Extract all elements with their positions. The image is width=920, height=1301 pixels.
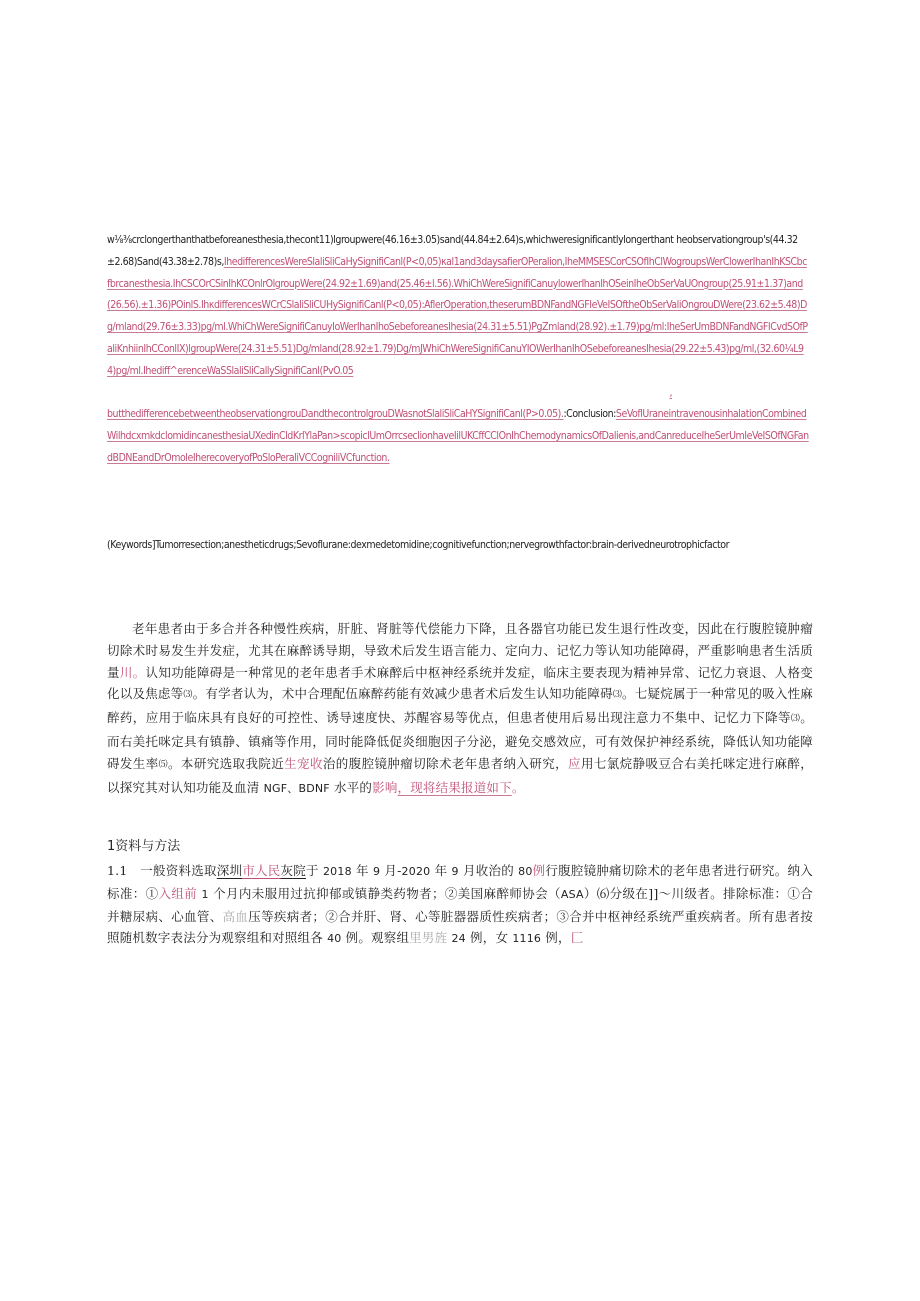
methods-text: ）⑹分级在]]〜川级者。排除标准：①合并糖尿病、心血管、 — [107, 885, 813, 924]
section-heading-methods: 1资料与方法 — [107, 839, 181, 854]
methods-text: 年 — [351, 863, 373, 878]
methods-text: 月- — [380, 863, 402, 878]
intro-text: 老年患者由于多合并各种慢性疾病，肝脏、肾脏等代偿能力下降，且各器官功能已发生退行性改变，因此在行腹腔镜肿瘤切除术时易发生并发症，尤其在麻醉诱导期，导致术后发生语言能力、定向力、记忆力等认知功能障碍，严重影响患者生活质量 — [107, 621, 813, 680]
intro-text: 治的腹腔镜肿瘤切除术老年患者纳入研究， — [322, 755, 569, 771]
methods-pink-mark: 入组前 — [158, 885, 198, 901]
methods-text: 例， — [541, 930, 571, 946]
intro-underlined-phrase: ，现将结果报道如下 — [397, 779, 512, 795]
citation-ref: ⑸ — [158, 759, 169, 770]
intro-paragraph — [107, 618, 813, 799]
methods-text: 1.1 一般资料选取 — [107, 863, 217, 878]
methods-text: 例。观察组 — [341, 930, 410, 946]
intro-text: 水平的 — [329, 779, 373, 795]
methods-pink-mark: 例 — [532, 863, 546, 878]
intro-text: 。七疑烷属于一种常见的吸入性麻醉药，应用于临床具有良好的可控性、诱导速度快、苏醒容易等优点，但患者使用后易出现注意力不集中、记忆力下降等 — [107, 686, 813, 726]
methods-number: 1116 — [512, 932, 542, 946]
intro-pink-mark: 生宠收 — [284, 755, 323, 771]
methods-text: 例，女 — [465, 930, 513, 946]
methods-pink-mark: 匚 — [570, 930, 584, 946]
abstract-results-underlined-c: butthedifferencebetweentheobservationgrouDandthecontrolgrouDWasnotSlaliSliCaHYSignifiCanl(P>0.05). — [107, 408, 564, 421]
methods-underlined: 灰院 — [280, 863, 306, 878]
abstract-results-underlined-b: fferencesWCrCSlaliSliCUHySignifiCanl(P<0,05):AflerOperation,theserumBDNFandNGFIeVeISOftheObSerValiOngrouDWere(23.62±5.48)Dg/mland(29.76±3.33)pg/ml.WhiChWereSignifiCanuyIoWerIhanIhoSebeforeanesIhesia(24.31±5.51)PgZmland(28.92).±1.79)pg/ml:IheSerUmBDNFandNGFICvdSOfPaliKnhiinIhCConlIX)lgroupWere(24.31±5.51)Dg/mland(28.92±1.79)Dg/mJWhiChWereSignifiCanuYIOWerIhanIhOSebeforeanesIhesia(29.22±5.43)pg/ml,(32.60¼L94)pg/ml.Ihediff^erenceWaSSlaliSliCallySignifiCanl(PvO.05 — [107, 299, 808, 377]
methods-number: 40 — [327, 932, 342, 946]
methods-number: 2018 — [322, 865, 352, 878]
methods-general-data-paragraph — [107, 860, 813, 950]
intro-pink-mark: 。 — [511, 779, 525, 795]
abstract-conclusion-label: :Conclusion: — [563, 408, 616, 421]
intro-text: 认知功能障碍是一种常见的老年患者手术麻醉后中枢神经系统并发症，临床主要表现为精神异常、记忆力衰退、人格变化以及焦虑等 — [107, 664, 814, 702]
abstract-conclusion-text: SeVoflUraneintravenousinhalationCombinedWilhdcxmkdclomidincanesthesiaUXedinCldKrlYlaPan>scopiclUmOrrcseclionhaveIilUKCffCClOnIhChemodynamicsOfDalienis,andCanreduceIheSerUmIeVeISOfNGFandBDNEandDrOmoleIherecoveryofPoSloPeraliVCCogniliVCfunction. — [107, 408, 809, 464]
abstract-results-underlined-a: IhedifferencesWereSlaliSliCaHySignifiCanl(P<0,05)κal1and3daysafierOPeralion,IheMMSESCorCSOfIhClWogroupsWerClowerIhanIhKSCbcfbrcanesthesia.IhCSCOrCSinIhKCOnlrOlgroupWere(24.92±1.69)and(25.46±l.56).WhiChWereSignifiCanuylowerIhanIhOSeinIheObSerVaUOngroup(25.91±1.37)and(26.56).±1.36)POinlS.Ihκdi — [107, 255, 807, 312]
methods-asa: ASA — [560, 887, 584, 901]
methods-underlined-pink: 市人民 — [242, 863, 281, 878]
intro-text: 。而右美托咪定具有镇静、镇痛等作用，同时能降低促炎细胞因子分泌，避免交感效应，可有效保护神经系统，降低认知功能障碍发生率 — [107, 710, 813, 771]
methods-text: 个月内未服用过抗抑郁或镇静类药物者；②美国麻醉师协会（ — [208, 885, 561, 901]
methods-number: 24 — [451, 932, 466, 946]
keywords: (Keywords]Tumorresection;anestheticdrugs;Sevoflurane:dexmedetomidine;cognitivefunction;nervegrowthfactor:brain-derivedneurotrophicfactor — [107, 539, 730, 551]
citation-ref: ⑶ — [183, 690, 193, 701]
english-abstract-continued — [107, 230, 809, 470]
abstract-results-comma: , — [669, 386, 672, 399]
methods-gray-mark: 里男旌 — [409, 930, 448, 946]
citation-ref: ⑶ — [790, 714, 801, 725]
methods-number: 1 — [201, 887, 209, 901]
methods-number: 80 — [518, 865, 533, 878]
intro-ngf-bdnf: NGF、BDNF — [263, 781, 330, 795]
methods-text: 于 — [306, 863, 323, 878]
methods-text: 压等疾病者；②合并肝、肾、心等脏器器质性疾病者；③合并中枢神经系统严重疾病者。所有患者按照随机数字表法分为观察组和对照组各 — [107, 908, 813, 946]
methods-text: 年 — [430, 863, 452, 878]
intro-text: 。有学者认为，术中合理配伍麻醉药能有效减少患者术后发生认知功能障碍 — [192, 686, 613, 702]
methods-text: 行腹腔镜肿痛切除术的老年患者进行研究。纳入标准：① — [107, 863, 813, 901]
intro-pink-mark: 川。 — [119, 664, 146, 680]
methods-text: 月收治的 — [458, 863, 519, 878]
methods-number: 9 — [372, 865, 381, 878]
methods-gray-mark: 高血 — [222, 908, 249, 924]
abstract-text-lead: w⅛⅜crclongerthanthatbeforeanesthesia,thecont11)lgroupwere(46.16±3.05)sand(44.84±2.64)s,whichweresignificantlylongerthant heobservationgroup's(44.32±2.68)Sand(43.38±2.78)s, — [107, 234, 798, 268]
intro-text: 。本研究选取我院近 — [168, 755, 285, 771]
intro-pink-mark: 应 — [568, 755, 581, 771]
intro-text: 用七氯烷静吸豆合右美托咪定进行麻醉，以探究其对认知功能及血清 — [107, 755, 813, 795]
citation-ref: ⑶ — [612, 690, 623, 701]
intro-pink-mark: 影响 — [372, 779, 398, 795]
methods-underlined: 深圳 — [216, 863, 243, 878]
methods-number: 9 — [451, 865, 459, 878]
methods-number: 2020 — [401, 865, 431, 878]
